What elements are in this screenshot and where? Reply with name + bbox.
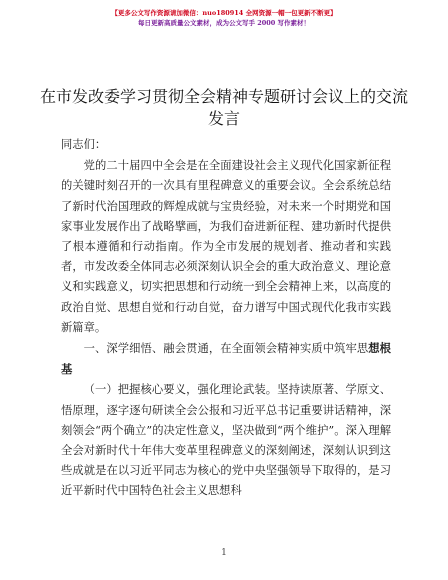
- paragraph-intro: 党的二十届四中全会是在全面建设社会主义现代化国家新征程的关键时刻召开的一次具有里程碑意义的重要会议。全会系统总结了新时代治国理政的辉煌成就与宝贵经验，对未来一个时期党和国家事业发展作出了战略擘画，为我们奋进新征程、建功新时代提供了根本遵循和行动指南。作为全市发展的规划者、推动者和实践者，市发改委全体同志必须深刻认识全会的重大政治意义、理论意义和实践意义，切实把思想和行动统一到全会精神上来，以高度的政治自觉、思想自觉和行动自觉，奋力谱写中国式现代化我市实践新篇章。: [61, 159, 391, 334]
- section-heading-1-text: 一、深学细悟、融会贯通，在全面领会精神实质中筑牢思: [83, 342, 369, 356]
- document-body: [61, 135, 391, 502]
- section-heading-1: [61, 338, 391, 380]
- page-number: 1: [221, 548, 227, 558]
- paragraph-1-1: （一）把握核心要义，强化理论武装。坚持读原著、学原文、悟原理，逐字逐句研读全会公报和习近平总书记重要讲话精神，深刻领会“两个确立”的决定性意义，坚决做到“两个维护”。深入理解全会对新时代十年伟大变革里程碑意义的深刻阐述，深刻认识到这些成就是在以习近平同志为核心的党中央坚强领导下取得的，是习近平新时代中国特色社会主义思想科: [61, 383, 391, 498]
- document-title: 在市发改委学习贯彻全会精神专题研讨会议上的交流发言: [40, 87, 409, 128]
- section-heading-1-bold: 想根基: [61, 341, 391, 377]
- promo-banner-line-1: 【更多公文写作资源请加微信：nuo180914 全网资源一帽一包更新不断更】: [111, 9, 337, 17]
- greeting: 同志们：: [61, 138, 107, 151]
- promo-banner-line-2: 每日更新高质量公文素材，成为公文写手 2000 写作素材！: [137, 19, 311, 27]
- promo-banner: [0, 8, 448, 28]
